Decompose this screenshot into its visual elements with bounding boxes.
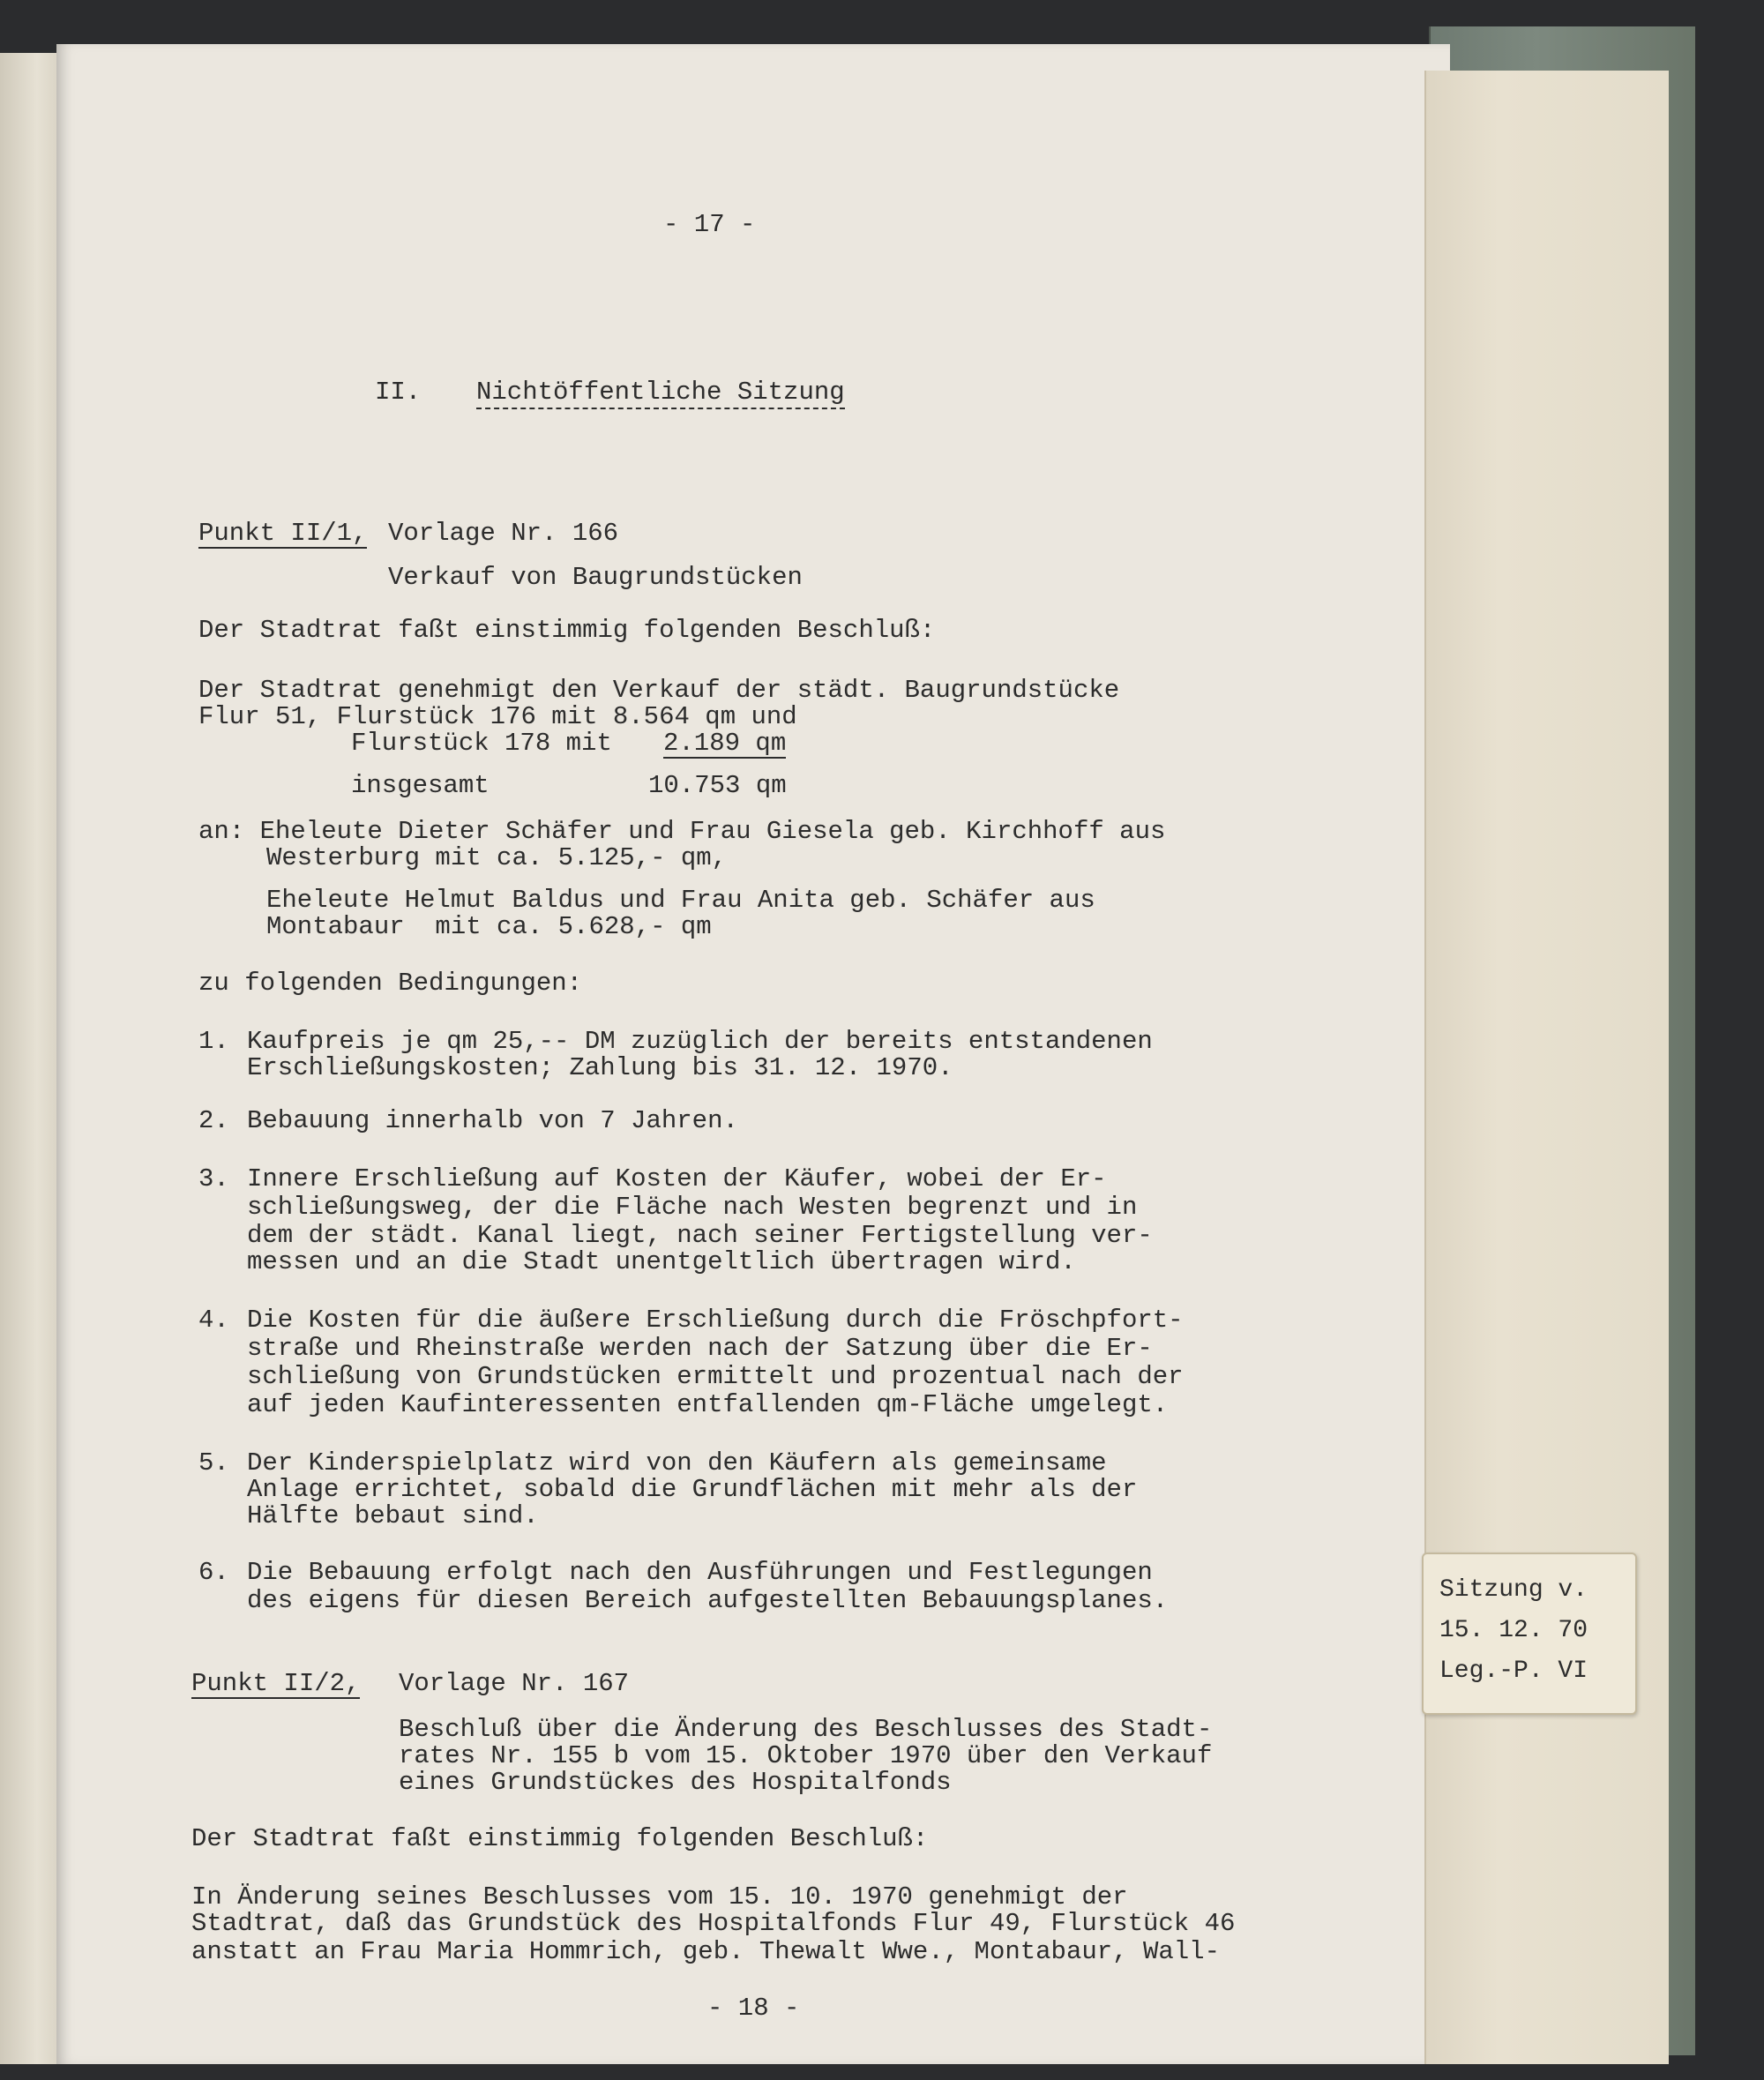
item2-subject-line: Beschluß über die Änderung des Beschlusses des Stadt- <box>399 1715 1213 1744</box>
section-number: II. <box>375 378 422 407</box>
item2-vorlage: Vorlage Nr. 167 <box>399 1669 630 1698</box>
condition-line: schließung von Grundstücken ermittelt und prozentual nach der <box>247 1362 1184 1391</box>
item2-resolution-intro: Der Stadtrat faßt einstimmig folgenden Beschluß: <box>191 1824 929 1853</box>
condition-line: Die Bebauung erfolgt nach den Ausführungen und Festlegungen <box>247 1558 1153 1587</box>
condition-line: Bebauung innerhalb von 7 Jahren. <box>247 1106 738 1135</box>
item2-line: In Änderung seines Beschlusses vom 15. 10. 1970 genehmigt der <box>191 1882 1128 1912</box>
item1-vorlage: Vorlage Nr. 166 <box>388 519 619 548</box>
condition-line: messen und an die Stadt unentgeltlich übertragen wird. <box>247 1247 1076 1276</box>
item1-resolution-intro: Der Stadtrat faßt einstimmig folgenden Beschluß: <box>198 616 936 645</box>
condition-line: auf jeden Kaufinteressenten entfallenden qm-Fläche umgelegt. <box>247 1390 1169 1419</box>
item1-line: 10.753 qm <box>648 771 787 800</box>
left-facing-page <box>0 53 62 2064</box>
item1-label: Punkt II/1, <box>198 519 368 548</box>
condition-line: straße und Rheinstraße werden nach der Satzung über die Er- <box>247 1334 1153 1363</box>
page-number-top: - 17 - <box>663 210 756 239</box>
condition-line: Hälfte bebaut sind. <box>247 1501 539 1530</box>
item1-subject: Verkauf von Baugrundstücken <box>388 563 803 592</box>
condition-line: Kaufpreis je qm 25,-- DM zuzüglich der bereits entstandenen <box>247 1027 1153 1056</box>
buyer-line: Montabaur mit ca. 5.628,- qm <box>266 912 712 941</box>
label-line: Leg.-P. VI <box>1439 1657 1588 1685</box>
condition-line: Erschließungskosten; Zahlung bis 31. 12. 1970. <box>247 1053 953 1082</box>
item2-subject-line: rates Nr. 155 b vom 15. Oktober 1970 über den Verkauf <box>399 1741 1213 1770</box>
buyer-line: Westerburg mit ca. 5.125,- qm, <box>266 843 728 872</box>
condition-number: 2. <box>198 1106 229 1135</box>
item2-label: Punkt II/2, <box>191 1669 361 1698</box>
condition-line: Der Kinderspielplatz wird von den Käufern als gemeinsame <box>247 1448 1107 1478</box>
condition-line: des eigens für diesen Bereich aufgestellten Bebauungsplanes. <box>247 1586 1169 1615</box>
conditions-intro: zu folgenden Bedingungen: <box>198 969 583 998</box>
condition-line: Die Kosten für die äußere Erschließung durch die Fröschpfort- <box>247 1306 1184 1335</box>
archive-label <box>1422 1553 1637 1715</box>
condition-number: 4. <box>198 1306 229 1335</box>
item1-line: Flurstück 178 mit <box>351 729 628 758</box>
condition-line: Anlage errichtet, sobald die Grundflächen mit mehr als der <box>247 1475 1138 1504</box>
condition-line: Innere Erschließung auf Kosten der Käufer, wobei der Er- <box>247 1164 1107 1193</box>
condition-number: 1. <box>198 1027 229 1056</box>
item1-line: Flur 51, Flurstück 176 mit 8.564 qm und <box>198 702 797 731</box>
item2-line: Stadtrat, daß das Grundstück des Hospitalfonds Flur 49, Flurstück 46 <box>191 1909 1236 1938</box>
item1-line: Der Stadtrat genehmigt den Verkauf der städt. Baugrundstücke <box>198 676 1120 705</box>
item1-line: insgesamt <box>351 771 490 800</box>
item1-line-underlined: 2.189 qm <box>663 729 787 758</box>
condition-number: 3. <box>198 1164 229 1193</box>
buyer-line: an: Eheleute Dieter Schäfer und Frau Giesela geb. Kirchhoff aus <box>198 817 1166 846</box>
label-line: 15. 12. 70 <box>1439 1617 1588 1644</box>
condition-line: schließungsweg, der die Fläche nach Westen begrenzt und in <box>247 1193 1138 1222</box>
item2-line: anstatt an Frau Maria Hommrich, geb. Thewalt Wwe., Montabaur, Wall- <box>191 1937 1220 1966</box>
item2-subject-line: eines Grundstückes des Hospitalfonds <box>399 1768 952 1797</box>
page-number-bottom: - 18 - <box>707 1994 800 2023</box>
buyer-line: Eheleute Helmut Baldus und Frau Anita geb. Schäfer aus <box>266 886 1095 915</box>
label-line: Sitzung v. <box>1439 1576 1588 1604</box>
section-title: Nichtöffentliche Sitzung <box>476 379 845 409</box>
condition-number: 6. <box>198 1558 229 1587</box>
condition-number: 5. <box>198 1448 229 1478</box>
index-tab-strip <box>1424 71 1669 2064</box>
condition-line: dem der städt. Kanal liegt, nach seiner Fertigstellung ver- <box>247 1221 1153 1250</box>
